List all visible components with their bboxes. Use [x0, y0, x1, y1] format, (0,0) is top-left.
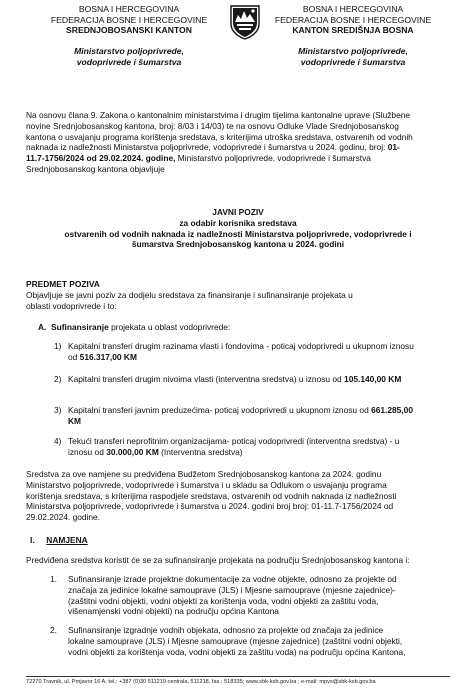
item-line — [68, 405, 450, 416]
item-number: 4) — [54, 436, 62, 446]
intro-line: Srednjobosanskog kantona objavljuje — [26, 163, 165, 174]
decision-number: 01- — [387, 142, 400, 153]
subject-line: Objavljuje se javni poziv za dodjelu sredstava za finansiranje i sufinansiranje projekata u — [26, 289, 353, 300]
letterhead — [26, 4, 450, 96]
item-text — [68, 405, 450, 427]
title-line: za odabir korisnika sredstava — [179, 217, 297, 228]
item-line — [68, 374, 450, 385]
ministry-line-2-alt: vodoprivrede i šumarstva — [300, 56, 406, 67]
item-number: 2) — [54, 374, 62, 384]
purpose-prefix: I. — [30, 535, 35, 545]
item-line — [68, 352, 450, 363]
item-line: značaja za jedinice lokalne samouprave (JLS) i Mjesne samouprave (mjesne zajednice)- — [68, 584, 396, 595]
budget-line: Ministarstvo poljoprivrede, vodoprivrede i šumarstva i u skladu sa Odlukom o usvajanju programa — [26, 479, 387, 490]
ministry-line-1: Ministarstvo poljoprivrede, — [74, 46, 184, 57]
amount: 661.285,00 — [371, 405, 413, 415]
ministry-name-alt — [258, 46, 448, 67]
purpose-heading — [30, 535, 454, 546]
budget-line: Ministarstva poljoprivrede, vodoprivrede i šumarstva u 2024. godini broj broj: 01-11.7-1756/2024 od — [26, 501, 394, 512]
item-line: vodni objekti za korištenja voda, vodni objekti za zaštitu voda) na području općina Kantona, — [68, 646, 406, 657]
item-line — [68, 447, 450, 458]
amount: 105.140,00 KM — [344, 374, 402, 384]
intro-text: Ministarstvo poljoprivrede, vodoprivrede i šumarstva — [175, 153, 371, 163]
item-number: 2. — [50, 625, 57, 635]
letterhead-right — [258, 4, 448, 68]
canton-coat-of-arms-icon — [229, 4, 261, 40]
item-line: Kapitalni transferi drugim razinama vlasti i fondovima - poticaj vodoprivredi u ukupnom iznosu — [68, 341, 414, 351]
federation-name: FEDERACIJA BOSNE I HERCEGOVINE — [50, 14, 208, 25]
title-line: JAVNI POZIV — [212, 207, 264, 217]
country-name-alt: BOSNA I HERCEGOVINA — [302, 4, 404, 14]
item-line: Sufinansiranje izgradnje vodnih objekata, odnosno za projekte od značaja za jedinice — [68, 625, 384, 635]
item-line: višenamjenski vodni objekti) na području općina Kantona — [68, 606, 279, 617]
item-line: Sufinansiranje izrade projektne dokumentacije za vodne objekte, odnosno za projekte od — [68, 574, 397, 584]
page-footer: 72270 Travnik, ul. Prnjavor 16 A, tel.: +387 (0)30 511219 centrala, 511218, fax.: 518335; www.sbk-ksb.gov.ba ; e-mail: mpvs@sbk-ksb.gov.ba — [26, 676, 450, 686]
intro-line: novine Srednjobosanskog kantona, broj: 8/03 i 14/03) te na osnovu Odluke Vlade Srednjobosanskog — [26, 120, 399, 131]
letterhead-left — [34, 4, 224, 68]
item-line: lokalne samouprave (JLS) i Mjesne samouprave (mjesne zajednice) (zaštitni vodni objekti, — [68, 635, 403, 646]
item-text-part: Kapitalni transferi drugim nivoima vlasti (interventna sredstva) u iznosu od — [68, 374, 345, 384]
section-a-title: Sufinansiranje — [51, 322, 109, 332]
canton-name-alt: KANTON SREDIŠNJA BOSNA — [292, 25, 414, 36]
intro-text: naknada iz nadležnosti Ministarstva poljoprivrede, vodoprivrede i šumarstva u 2024. godinu, broj: — [26, 142, 388, 153]
purpose-intro: Predviđena sredstva koristit će se za sufinansiranje projekata na području Srednjobosanskog kantona i: — [26, 555, 410, 565]
decision-number-date: 11.7-1756/2024 od 29.02.2024. godine, — [26, 153, 176, 163]
intro-paragraph — [26, 110, 450, 175]
intro-line — [26, 153, 450, 164]
intro-line: kantona o usvajanju programa korištenja sredstava, s kriterijima utroška sredstava, ostvarenih od vodnih — [26, 131, 413, 142]
item-number: 1. — [50, 574, 57, 584]
intro-line — [26, 142, 450, 153]
budget-paragraph — [26, 469, 450, 523]
item-text-part: od — [68, 351, 80, 362]
item-text-part: iznosu od — [68, 446, 107, 457]
budget-line: korištenja sredstava, s kriterijima raspodjele sredstava, ostvarenih od vodnih naknada iz nadležnosti — [26, 490, 397, 501]
budget-line: 29.02.2024. godine. — [26, 512, 101, 522]
item-number: 3) — [54, 405, 62, 415]
item-text — [68, 574, 450, 617]
purpose-title: NAMJENA — [46, 535, 88, 545]
item-text — [68, 374, 450, 385]
ministry-name — [34, 46, 224, 67]
subject-line: oblasti vodoprivrede i to: — [26, 300, 117, 311]
item-text — [68, 341, 450, 363]
section-a-prefix: A. — [38, 322, 47, 332]
budget-line: Sredstva za ove namjene su predviđena Budžetom Srednjobosanskog kantona za 2024. godinu — [26, 469, 382, 479]
section-a-heading — [38, 322, 438, 333]
subject-heading: PREDMET POZIVA — [26, 279, 100, 289]
document-title — [26, 207, 450, 250]
canton-name: SREDNJOBOSANSKI KANTON — [66, 25, 192, 36]
item-line: Tekući transferi neprofitnim organizacijama- poticaj vodoprivredi (interventna sredstva) - u — [68, 436, 400, 446]
amount: 30.000,00 KM — [106, 446, 159, 457]
federation-name-alt: FEDERACIJA BOSNE I HERCEGOVINE — [274, 14, 432, 25]
ministry-line-1-alt: Ministarstvo poljoprivrede, — [298, 46, 408, 57]
country-name: BOSNA I HERCEGOVINA — [78, 4, 180, 14]
subject-section — [26, 279, 450, 311]
amount-currency: KM — [68, 415, 82, 426]
section-a-text: projekata u oblast vodoprivrede: — [108, 322, 231, 332]
item-text-part: (Interventna sredstva) — [158, 446, 243, 457]
item-line: (zaštitni vodni objekti, vodni objekti za korištenja voda, vodni objekti za zaštitu voda, — [68, 595, 379, 606]
title-line: ostvarenih od vodnih naknada iz nadležnosti Ministarstva poljoprivrede, vodoprivrede i — [64, 228, 412, 239]
item-text — [68, 625, 450, 657]
intro-line: Na osnovu člana 9. Zakona o kantonalnim ministarstvima i drugim tijelima kantonalne uprave (Službene — [26, 110, 411, 120]
item-text-part: Kapitalni transferi javnim preduzećima- poticaj vodoprivredi u ukupnom iznosu od — [68, 405, 372, 415]
title-line: šumarstva Srednjobosanskog kantona u 2024. godini — [131, 239, 345, 250]
ministry-line-2: vodoprivrede i šumarstva — [76, 56, 182, 67]
amount: 516.317,00 KM — [79, 351, 137, 362]
item-text — [68, 436, 450, 458]
item-number: 1) — [54, 341, 62, 351]
